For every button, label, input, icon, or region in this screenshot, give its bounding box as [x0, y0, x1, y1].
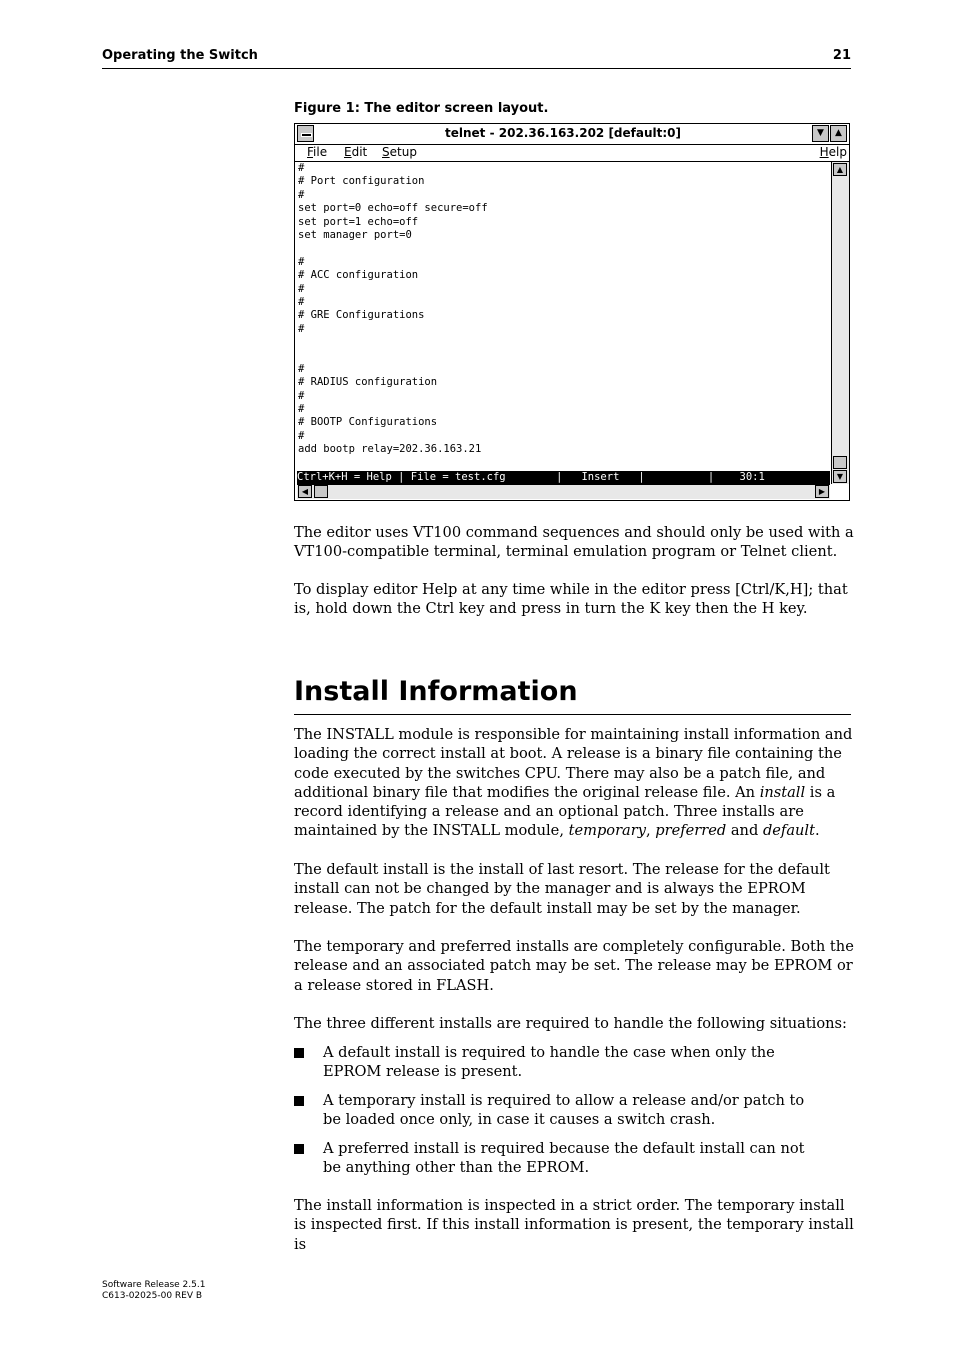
- up-arrow-icon: ▲: [835, 128, 842, 138]
- editor-line: #: [298, 295, 305, 308]
- text-run: and: [726, 822, 763, 840]
- title-bar: [295, 124, 849, 145]
- term-preferred: preferred: [655, 822, 727, 840]
- telnet-window: [294, 123, 850, 501]
- editor-line: [298, 242, 829, 255]
- text-run: ,: [645, 822, 656, 840]
- scroll-thumb-horizontal[interactable]: [314, 485, 328, 498]
- editor-line: #: [298, 389, 305, 402]
- scroll-down-button[interactable]: [833, 470, 847, 483]
- editor-text-area[interactable]: [298, 162, 829, 470]
- footer-release: Software Release 2.5.1: [102, 1280, 206, 1290]
- editor-line: #: [298, 282, 305, 295]
- editor-line: # Port configuration: [298, 175, 425, 188]
- paragraph-install-module: [294, 725, 854, 841]
- bullet-square-icon: [294, 1144, 304, 1154]
- up-arrow-icon: ▲: [836, 165, 844, 174]
- system-menu-button[interactable]: [297, 125, 314, 142]
- list-item-text: A temporary install is required to allow a release and/or patch to be loaded once only, in case it causes a switch crash.: [323, 1092, 805, 1129]
- editor-status-bar: Ctrl+K+H = Help | File = test.cfg | Insert | | 30:1: [297, 471, 830, 484]
- editor-line: # ACC configuration: [298, 269, 419, 282]
- list-item-text: A default install is required to handle the case when only the EPROM release is present.: [323, 1044, 775, 1081]
- editor-line: [298, 336, 829, 349]
- section-heading: Install Information: [294, 676, 851, 715]
- text-run: is a record identifying a release and an optional patch. Three installs are maintained by the INSTALL module,: [294, 783, 836, 840]
- editor-line: add bootp relay=202.36.163.21: [298, 443, 482, 456]
- section-title: Operating the Switch: [102, 48, 258, 63]
- paragraph-temporary-preferred: The temporary and preferred installs are completely configurable. Both the release and an associated patch may be set. The release may be EPROM or a release stored in FLASH.: [294, 938, 854, 994]
- page-number: 21: [832, 48, 851, 63]
- term-default: default: [762, 822, 815, 840]
- window-title: telnet - 202.36.163.202 [default:0]: [445, 126, 681, 140]
- editor-line: set manager port=0: [298, 228, 412, 241]
- editor-line: set port=0 echo=off secure=off: [298, 202, 488, 215]
- paragraph-editor-help: To display editor Help at any time while in the editor press [Ctrl/K,H]; that is, hold down the Ctrl key and press in turn the K key then the H key.: [294, 581, 848, 618]
- editor-line: [298, 349, 829, 362]
- horizontal-scrollbar[interactable]: [297, 484, 830, 499]
- text-run: .: [814, 822, 820, 840]
- editor-line: #: [298, 362, 305, 375]
- right-arrow-icon: ▶: [818, 487, 826, 496]
- down-arrow-icon: ▼: [817, 128, 824, 138]
- vertical-scrollbar[interactable]: [831, 162, 849, 484]
- editor-line: #: [298, 162, 305, 174]
- list-item-text: A preferred install is required because the default install can not be anything other than the EPROM.: [323, 1140, 805, 1177]
- editor-line: #: [298, 255, 305, 268]
- paragraph-vt100: The editor uses VT100 command sequences and should only be used with a VT100-compatible terminal, terminal emulation program or Telnet client.: [294, 524, 854, 561]
- footer-doc-code: C613-02025-00 REV B: [102, 1291, 203, 1301]
- editor-line: # BOOTP Configurations: [298, 416, 438, 429]
- bullet-square-icon: [294, 1096, 304, 1106]
- term-install: install: [759, 783, 806, 801]
- menu-edit[interactable]: Edit: [344, 145, 368, 159]
- bullet-square-icon: [294, 1048, 304, 1058]
- page-footer: [102, 1280, 205, 1302]
- down-arrow-icon: ▼: [836, 472, 844, 481]
- editor-line: #: [298, 188, 305, 201]
- scroll-left-button[interactable]: [298, 485, 312, 498]
- menu-bar: [295, 145, 849, 162]
- paragraph-strict-order: The install information is inspected in a strict order. The temporary install is inspected first. If this install information is present, the temporary install is: [294, 1197, 854, 1253]
- scroll-thumb[interactable]: [833, 456, 847, 469]
- paragraph-default-install: The default install is the install of last resort. The release for the default install can not be changed by the manager and is always the EPROM release. The patch for the default install may be set by the manager.: [294, 861, 830, 917]
- maximize-button[interactable]: [830, 125, 847, 142]
- left-arrow-icon: ◀: [301, 487, 309, 496]
- term-temporary: temporary: [568, 822, 646, 840]
- menu-help[interactable]: Help: [819, 145, 847, 159]
- editor-line: #: [298, 429, 305, 442]
- text-run: The INSTALL module is responsible for maintaining install information and loading the correct install at boot. A release is a binary file containing the code executed by the switches CPU. There may also be a patch file, and additional binary file that modifies the original release file. An: [294, 726, 853, 801]
- paragraph-three-installs: The three different installs are required to handle the following situations:: [294, 1015, 847, 1032]
- figure-caption: Figure 1: The editor screen layout.: [294, 101, 549, 116]
- editor-line: #: [298, 322, 305, 335]
- menu-setup[interactable]: Setup: [382, 145, 417, 159]
- editor-line: # RADIUS configuration: [298, 376, 438, 389]
- editor-line: set port=1 echo=off: [298, 215, 419, 228]
- scroll-up-button[interactable]: [833, 163, 847, 176]
- editor-line: #: [298, 403, 305, 416]
- menu-file[interactable]: File: [307, 145, 328, 159]
- minimize-button[interactable]: [812, 125, 829, 142]
- page-header: [102, 48, 851, 69]
- scroll-right-button[interactable]: [815, 485, 829, 498]
- editor-line: # GRE Configurations: [298, 309, 425, 322]
